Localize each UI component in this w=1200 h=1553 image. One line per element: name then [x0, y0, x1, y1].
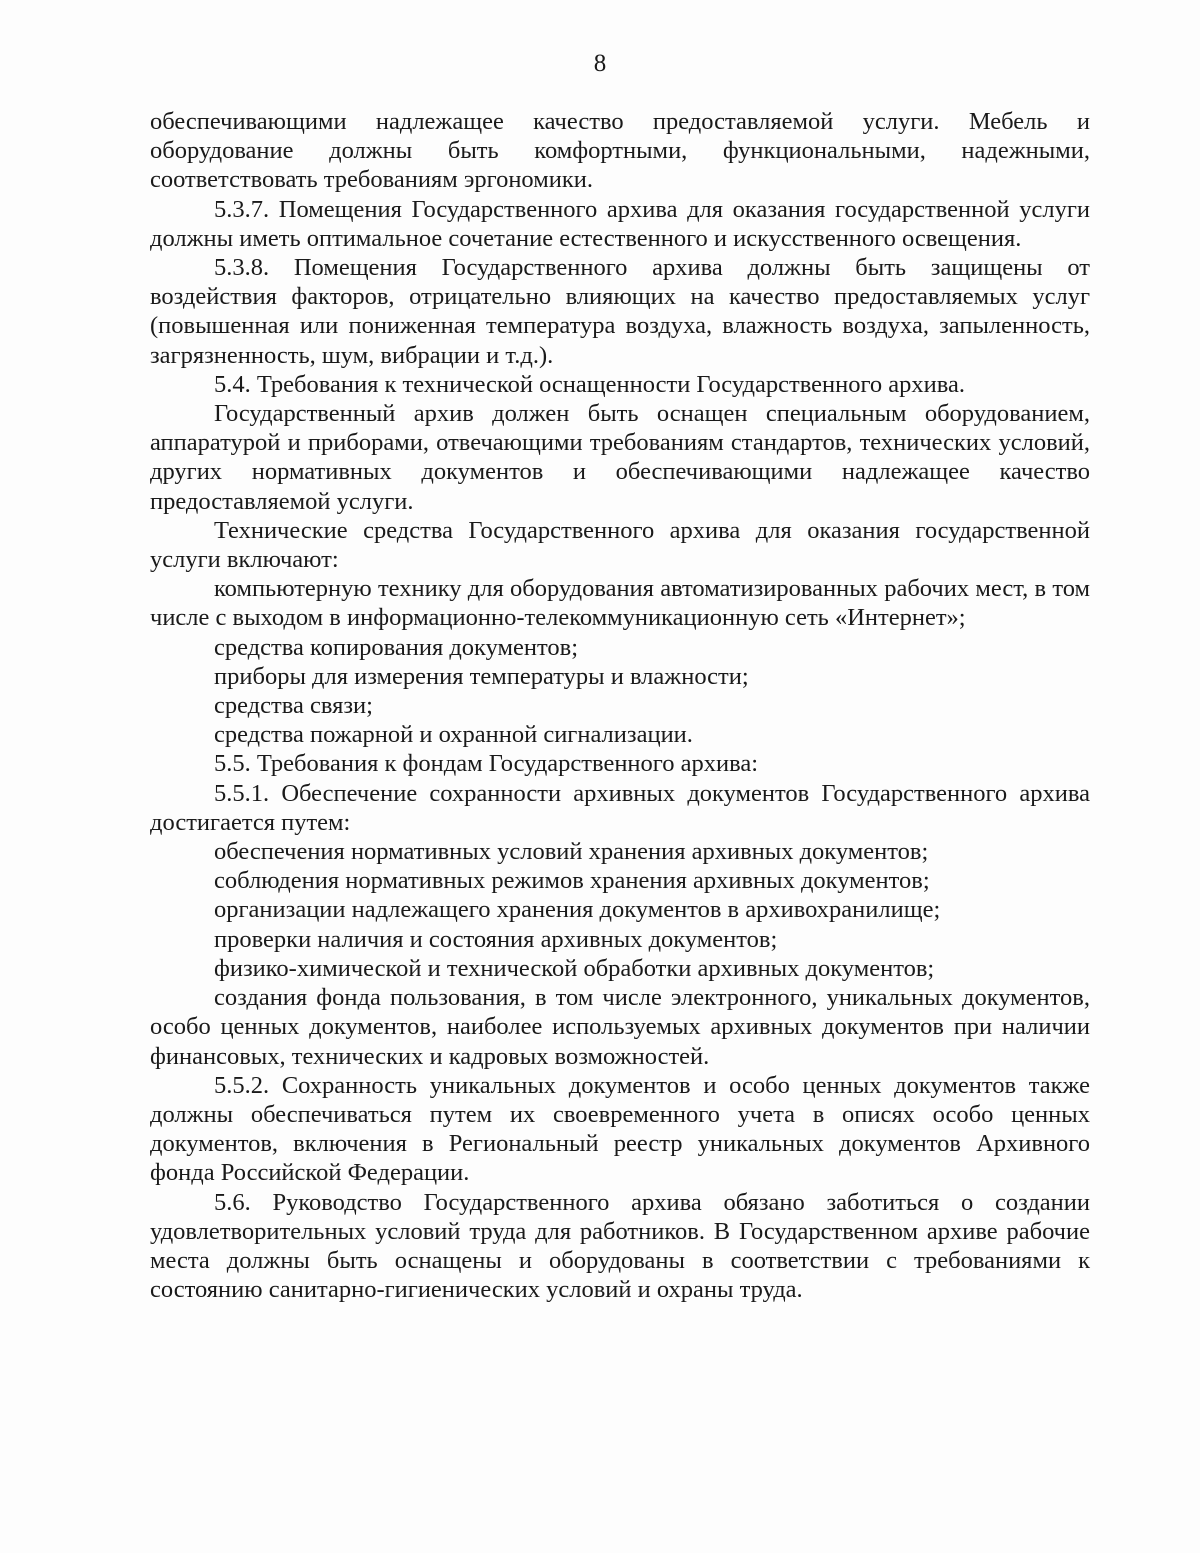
paragraph: 5.6. Руководство Государственного архива обязано заботиться о создании удовлетворительных условий труда для работников. В Государственном архиве рабочие места должны быть оснащены и оборудованы в соответствии с требованиями к состоянию санитарно-гигиенических условий и охраны труда. — [150, 1188, 1090, 1304]
paragraph: 5.5.2. Сохранность уникальных документов и особо ценных документов также должны обеспечиваться путем их своевременного учета в описях особо ценных документов, включения в Региональный реестр уникальных документов Архивного фонда Российской Федерации. — [150, 1071, 1090, 1187]
paragraph: 5.5.1. Обеспечение сохранности архивных документов Государственного архива достигается путем: — [150, 779, 1090, 836]
paragraph: 5.5. Требования к фондам Государственного архива: — [214, 750, 759, 778]
list-item: компьютерную технику для оборудования автоматизированных рабочих мест, в том числе с выходом в информационно-телекоммуникационную сеть «Интернет»; — [150, 575, 1090, 632]
list-item: физико-химической и технической обработки архивных документов; — [214, 954, 935, 982]
list-item: средства связи; — [214, 692, 373, 720]
paragraph: 5.3.7. Помещения Государственного архива для оказания государственной услуги должны иметь оптимальное сочетание естественного и искусственного освещения. — [150, 195, 1090, 252]
paragraph: Технические средства Государственного архива для оказания государственной услуги включают: — [150, 516, 1090, 574]
list-item: обеспечения нормативных условий хранения архивных документов; — [214, 838, 929, 866]
list-item: соблюдения нормативных режимов хранения архивных документов; — [214, 867, 930, 895]
list-item: средства копирования документов; — [214, 633, 579, 661]
list-item: проверки наличия и состояния архивных документов; — [214, 925, 778, 953]
page-number: 8 — [593, 50, 607, 77]
list-item: средства пожарной и охранной сигнализации. — [214, 721, 693, 749]
paragraph: обеспечивающими надлежащее качество предоставляемой услуги. Мебель и оборудование должны быть комфортными, функциональными, надежными, соответствовать требованиям эргономики. — [150, 108, 1090, 194]
document-body — [150, 107, 1090, 1304]
list-item: создания фонда пользования, в том числе электронного, уникальных документов, особо ценных документов, наиболее используемых архивных документов при наличии финансовых, технических и кадровых возможностей. — [150, 984, 1090, 1070]
paragraph: 5.3.8. Помещения Государственного архива должны быть защищены от воздействия факторов, отрицательно влияющих на качество предоставляемых услуг (повышенная или пониженная температура воздуха, влажность воздуха, запыленность, загрязненность, шум, вибрации и т.д.). — [150, 254, 1090, 369]
list-item: приборы для измерения температуры и влажности; — [214, 662, 749, 690]
paragraph: Государственный архив должен быть оснащен специальным оборудованием, аппаратурой и приборами, отвечающими требованиям стандартов, технических условий, других нормативных документов и обеспечивающими надлежащее качество предоставляемой услуги. — [150, 400, 1090, 515]
list-item: организации надлежащего хранения документов в архивохранилище; — [214, 896, 941, 924]
paragraph: 5.4. Требования к технической оснащенности Государственного архива. — [214, 370, 966, 398]
